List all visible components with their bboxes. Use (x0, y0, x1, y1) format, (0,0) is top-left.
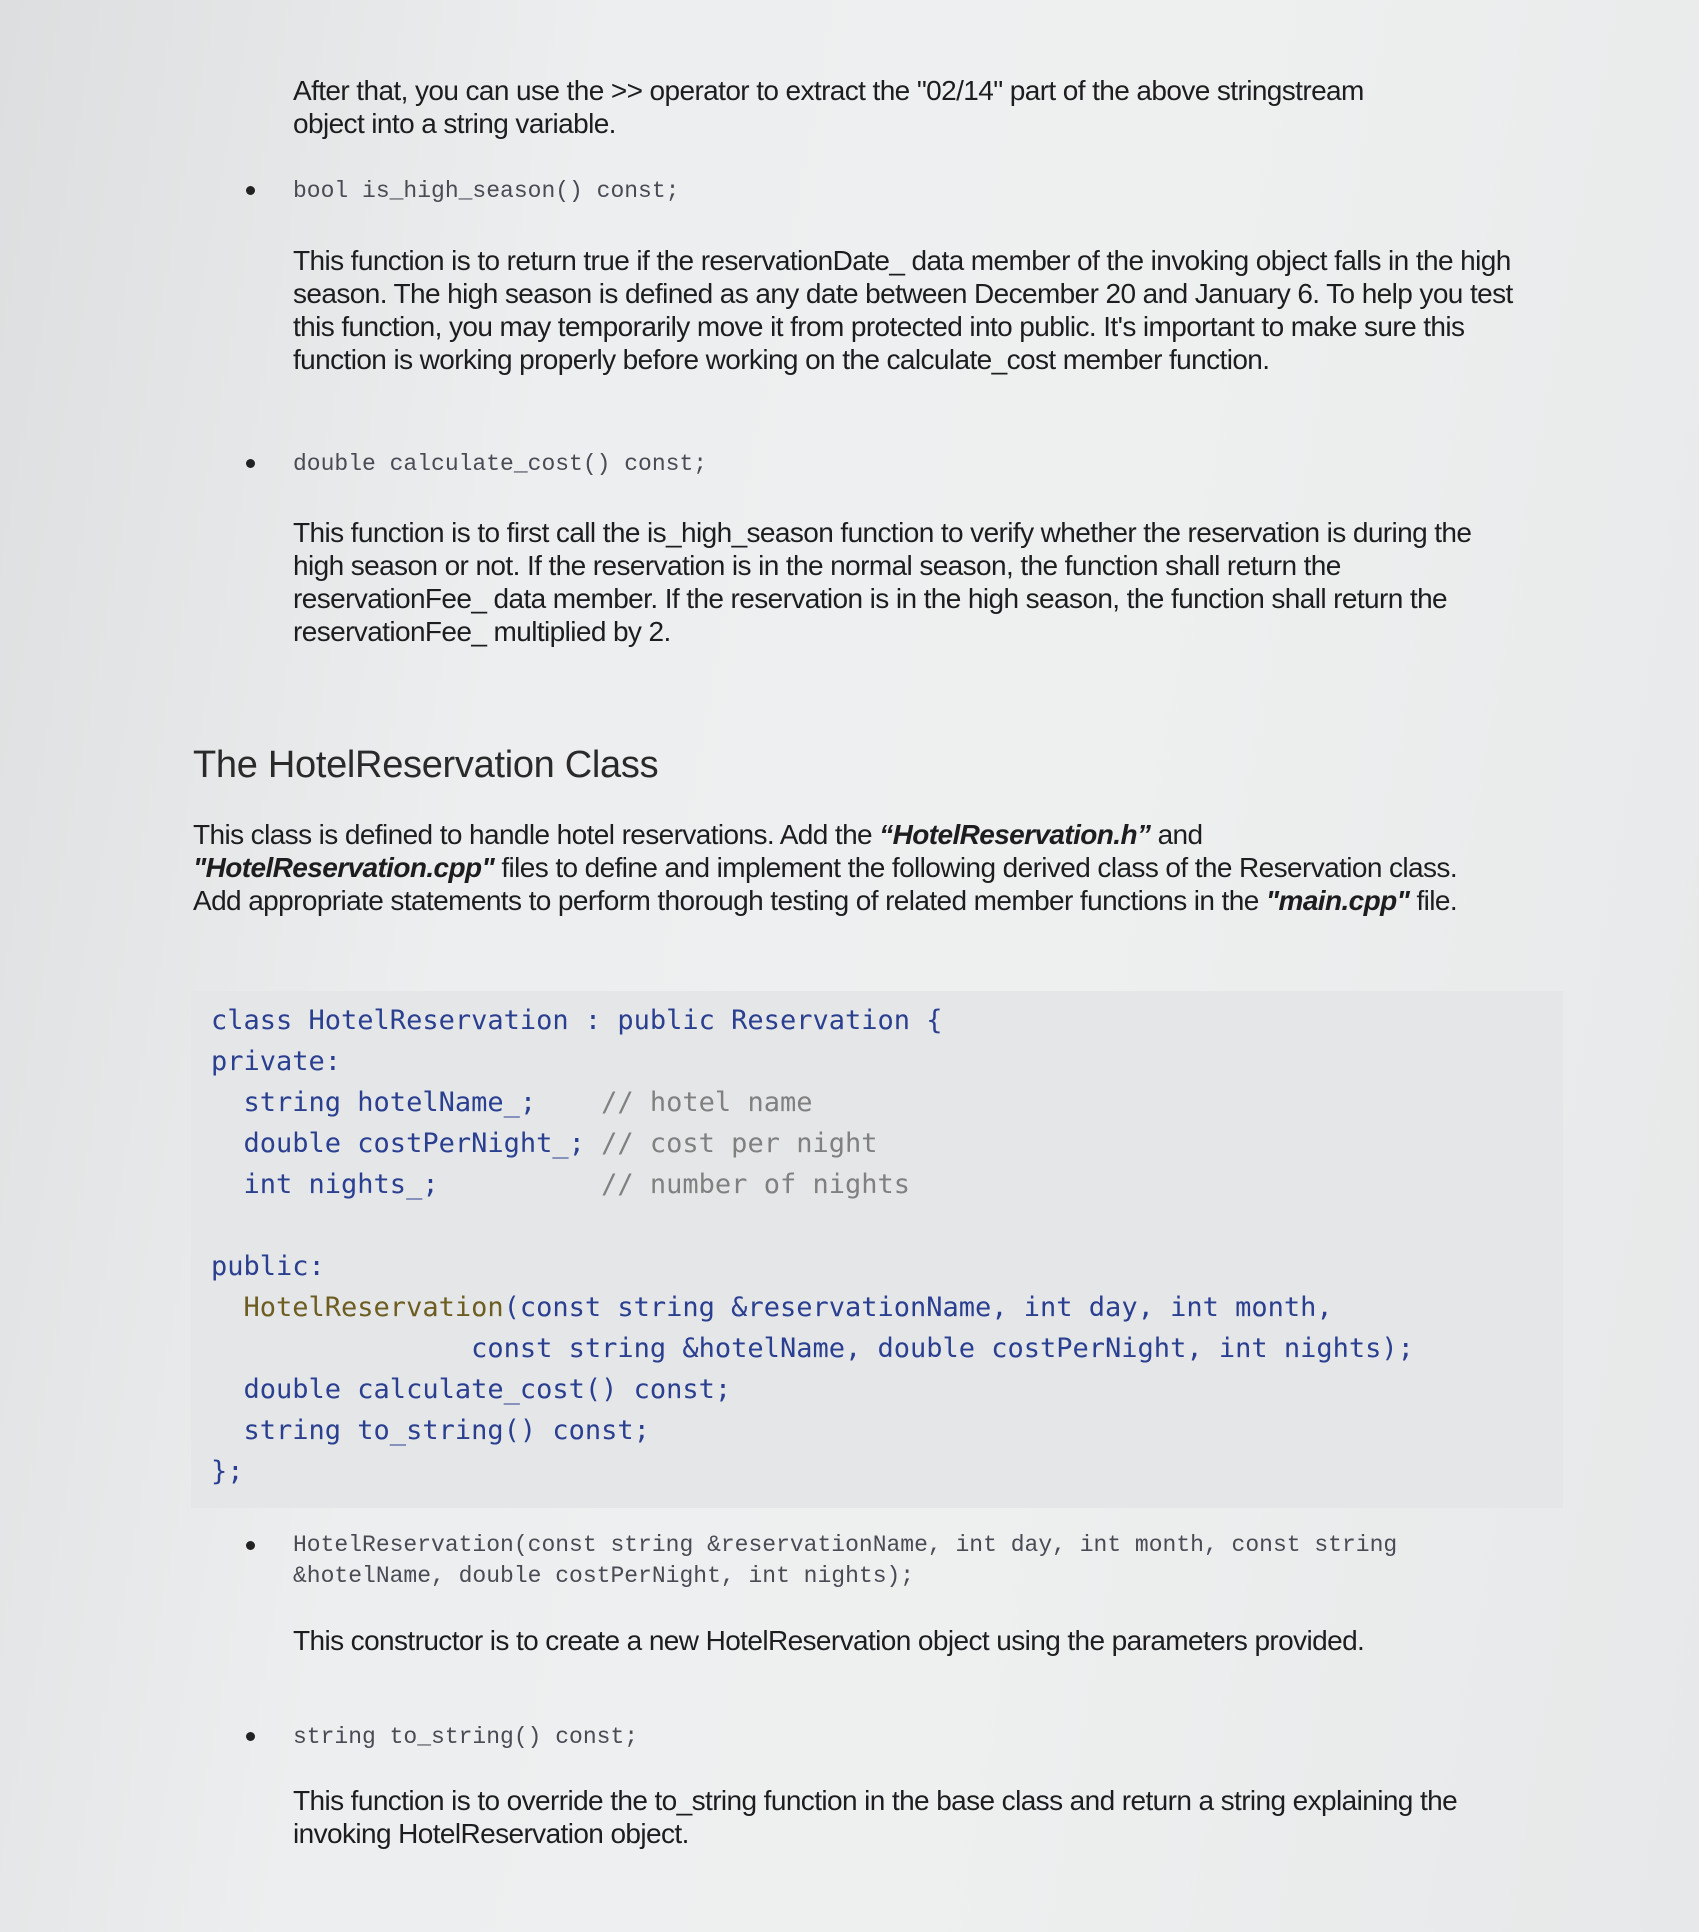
code-decl: double costPerNight_; (211, 1128, 602, 1159)
bullet-icon (246, 459, 255, 468)
code-block (191, 991, 1563, 1508)
code-comment: // hotel name (601, 1087, 813, 1118)
code-line: }; (211, 1456, 244, 1487)
filename-main: "main.cpp" (1265, 885, 1410, 916)
description-to-string: This function is to override the to_string function in the base class and return a string explaining the invoking HotelReservation object. (293, 1785, 1458, 1849)
code-line (211, 1087, 812, 1118)
code-line (211, 1169, 910, 1200)
section-intro (193, 818, 1493, 917)
code-params: (const string &reservationName, int day, int month, (503, 1292, 1333, 1323)
code-decl: string hotelName_; (211, 1087, 602, 1118)
bullet-icon (246, 1541, 255, 1550)
signature-constructor: HotelReservation(const string &reservationName, int day, int month, const string &hotelName, double costPerNight, int nights); (293, 1532, 1398, 1589)
code-line: class HotelReservation : public Reservation { (211, 1005, 943, 1036)
intro-paragraph: After that, you can use the >> operator to extract the "02/14" part of the above stringstream object into a string variable. (293, 75, 1364, 139)
filename-cpp: "HotelReservation.cpp" (193, 852, 495, 883)
bullet-icon (246, 186, 255, 195)
signature-to-string: string to_string() const; (293, 1724, 639, 1750)
code-line (211, 1292, 1333, 1323)
description-calculate-cost: This function is to first call the is_high_season function to verify whether the reservation is during the high season or not. If the reservation is in the normal season, the function shall return the reservationFee_ data member. If the reservation is in the high season, the function shall return the reservationFee_ multiplied by 2. (293, 517, 1472, 647)
intro-text: This class is defined to handle hotel reservations. Add the (193, 819, 880, 850)
intro-text: and (1150, 819, 1203, 850)
code-comment: // cost per night (601, 1128, 878, 1159)
description-is-high-season: This function is to return true if the reservationDate_ data member of the invoking object falls in the high season. The high season is defined as any date between December 20 and January 6. To help you test this function, you may temporarily move it from protected into public. It's important to make sure this function is working properly before working on the calculate_cost member function. (293, 245, 1513, 375)
code-line: private: (211, 1046, 342, 1077)
code-line: string to_string() const; (211, 1415, 650, 1446)
signature-calculate-cost: double calculate_cost() const; (293, 451, 708, 477)
section-heading: The HotelReservation Class (193, 744, 659, 786)
code-line: double calculate_cost() const; (211, 1374, 732, 1405)
intro-text: files to define and implement the following derived class of the Reservation class. Add appropriate statements to perform thorough testing of related member functions in the (193, 852, 1457, 916)
intro-text: file. (1409, 885, 1458, 916)
code-decl: int nights_; (211, 1169, 602, 1200)
bullet-icon (246, 1732, 255, 1741)
code-line: public: (211, 1251, 325, 1282)
description-constructor: This constructor is to create a new HotelReservation object using the parameters provided. (293, 1625, 1365, 1656)
signature-is-high-season: bool is_high_season() const; (293, 178, 680, 204)
code-function-name: HotelReservation (211, 1292, 504, 1323)
code-line: const string &hotelName, double costPerNight, int nights); (211, 1333, 1414, 1364)
filename-h: “HotelReservation.h” (879, 819, 1151, 850)
code-line (211, 1128, 877, 1159)
code-comment: // number of nights (601, 1169, 910, 1200)
